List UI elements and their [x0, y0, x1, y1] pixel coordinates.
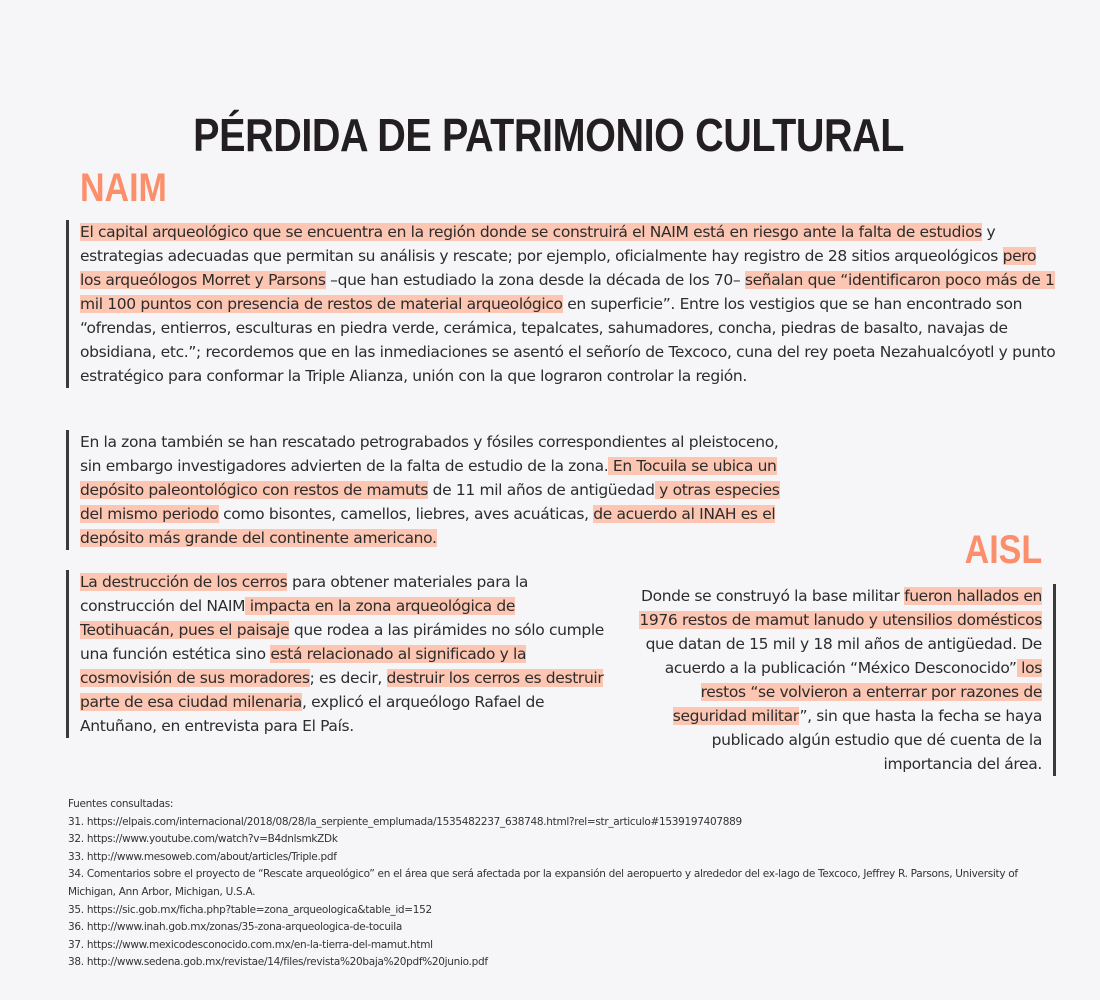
naim-heading: NAIM — [80, 166, 167, 210]
source-item: 35. https://sic.gob.mx/ficha.php?table=zona_arqueologica&table_id=152 — [68, 903, 432, 916]
naim-paragraph-3 — [66, 570, 610, 738]
body-text: que datan de 15 mil y 18 mil años de antigüedad. De acuerdo a la publicación “México Desconocido” — [645, 635, 1042, 677]
source-item: 37. https://www.mexicodesconocido.com.mx/en-la-tierra-del-mamut.html — [68, 938, 433, 951]
highlighted-text: pero los arqueólogos Morret y Parsons — [80, 247, 1037, 289]
body-text: ; es decir, — [309, 669, 387, 687]
body-text: en superficie”. Entre los vestigios que se han encontrado son “ofrendas, entierros, esculturas en piedra verde, cerámica, tepalcates, sahumadores, concha, piedras de basalto, navajas de obsidiana, etc.”; recordemos que en las inmediaciones se asentó el señorío de Texcoco, cuna del rey poeta Nezahualcóyotl y punto estratégico para conformar la Triple Alianza, unión con la que lograron controlar la región. — [80, 295, 1056, 385]
body-text: ”, sin que hasta la fecha se haya publicado algún estudio que dé cuenta de la importancia del área. — [711, 707, 1042, 773]
highlighted-text: impacta en la zona arqueológica de Teotihuacán, pues el paisaje — [80, 597, 516, 639]
naim-paragraph-2 — [66, 430, 780, 550]
sources-list — [68, 796, 1058, 972]
highlighted-text: La destrucción de los cerros — [80, 573, 288, 591]
highlighted-text: destruir los cerros es destruir parte de esa ciudad milenaria — [80, 669, 604, 711]
source-item: 33. http://www.mesoweb.com/about/articles/Triple.pdf — [68, 850, 337, 863]
highlighted-text: está relacionado al significado y la cosmovisión de sus moradores — [80, 645, 527, 687]
source-item: 38. http://www.sedena.gob.mx/revistae/14/files/revista%20baja%20pdf%20junio.pdf — [68, 956, 488, 969]
highlighted-text: y otras especies del mismo periodo — [80, 481, 780, 523]
aisl-paragraph — [630, 584, 1056, 776]
body-text: y estrategias adecuadas que permitan su análisis y rescate; por ejemplo, oficialmente hay registro de 28 sitios arqueológicos — [80, 223, 1003, 265]
page-title: PÉRDIDA DE PATRIMONIO CULTURAL — [193, 109, 905, 161]
highlighted-text: los restos “se volvieron a enterrar por razones de seguridad militar — [672, 659, 1042, 725]
body-text: de 11 mil años de antigüedad — [428, 481, 655, 499]
source-item: 32. https://www.youtube.com/watch?v=B4dnlsmkZDk — [68, 833, 338, 846]
body-text: –que han estudiado la zona desde la década de los 70– — [325, 271, 745, 289]
highlighted-text: fueron hallados en 1976 restos de mamut lanudo y utensilios domésticos — [639, 587, 1042, 629]
highlighted-text: El capital arqueológico que se encuentra en la región donde se construirá el NAIM está en riesgo ante la falta de estudios — [80, 223, 982, 241]
body-text: En la zona también se han rescatado petrograbados y fósiles correspondientes al pleistoceno, sin embargo investigadores advierten de la falta de estudio de la zona. — [80, 433, 779, 475]
body-text: que rodea a las pirámides no sólo cumple una función estética sino — [80, 621, 604, 663]
highlighted-text: En Tocuila se ubica un depósito paleontológico con restos de mamuts — [80, 457, 777, 499]
sources-heading: Fuentes consultadas: — [68, 798, 174, 810]
source-item: 34. Comentarios sobre el proyecto de “Rescate arqueológico” en el área que será afectada por la expansión del aeropuerto y alrededor del ex-lago de Texcoco, Jeffrey R. Parsons, University of Michigan, Ann Arbor, Michigan, U.S.A. — [68, 868, 1018, 898]
body-text: para obtener materiales para la construcción del NAIM — [80, 573, 529, 615]
source-item: 31. https://elpais.com/internacional/2018/08/28/la_serpiente_emplumada/1535482237_638748.html?rel=str_articulo#1539197407889 — [68, 815, 742, 828]
body-text: como bisontes, camellos, liebres, aves acuáticas, — [218, 505, 594, 523]
body-text: , explicó el arqueólogo Rafael de Antuñano, en entrevista para El País. — [80, 693, 545, 735]
source-item: 36. http://www.inah.gob.mx/zonas/35-zona-arqueologica-de-tocuila — [68, 921, 403, 934]
body-text: Donde se construyó la base militar — [640, 587, 905, 605]
highlighted-text: señalan que “identificaron poco más de 1 mil 100 puntos con presencia de restos de material arqueológico — [80, 271, 1055, 313]
highlighted-text: de acuerdo al INAH es el depósito más grande del continente americano. — [80, 505, 776, 547]
naim-paragraph-1 — [66, 220, 1060, 388]
aisl-heading: AISL — [964, 528, 1042, 572]
